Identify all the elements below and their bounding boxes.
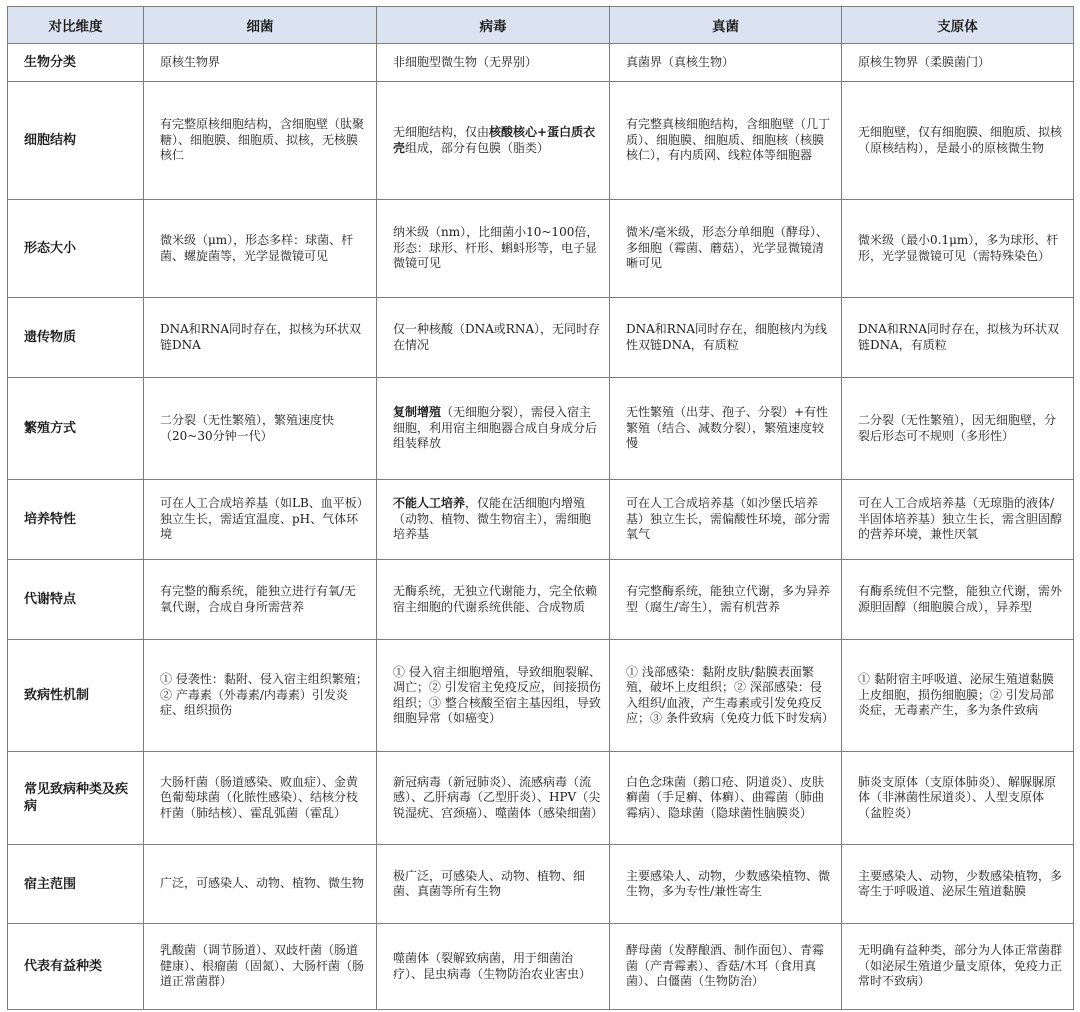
- cell-mycoplasma: [842, 82, 1074, 200]
- cell-text: ① 黏附宿主呼吸道、泌尿生殖道黏膜上皮细胞，损伤细胞膜；② 引发局部炎症，无毒素产生，多为条件致病: [858, 672, 1054, 718]
- table-row: [8, 640, 1074, 752]
- table-row: [8, 924, 1074, 1010]
- cell-mycoplasma: [842, 480, 1074, 560]
- cell-text: 原核生物界: [160, 54, 221, 69]
- cell-text: 非细胞型微生物（无界别）: [393, 54, 538, 69]
- cell-bacteria: [144, 44, 377, 82]
- cell-text: 广泛，可感染人、动物、植物、微生物: [160, 876, 365, 891]
- cell-virus: [377, 378, 610, 480]
- cell-text: 无酶系统，无独立代谢能力，完全依赖宿主细胞的代谢系统供能、合成物质: [393, 584, 598, 614]
- cell-fungi: [610, 845, 842, 924]
- cell-text: 二分裂（无性繁殖），因无细胞壁，分裂后形态可不规则（多形性）: [858, 413, 1057, 443]
- row-dimension-label: 繁殖方式: [8, 378, 144, 480]
- cell-text: 二分裂（无性繁殖），繁殖速度快（20~30分钟一代）: [160, 413, 335, 443]
- cell-text: ① 侵袭性：黏附、侵入宿主组织繁殖；② 产毒素（外毒素/内毒素）引发炎症、组织损伤: [160, 672, 368, 718]
- table-row: [8, 752, 1074, 845]
- cell-virus: [377, 924, 610, 1010]
- cell-bacteria: [144, 752, 377, 845]
- row-dimension-label: 形态大小: [8, 200, 144, 298]
- cell-virus: [377, 640, 610, 752]
- cell-bacteria: [144, 298, 377, 378]
- cell-text: 纳米级（nm），比细菌小10~100倍，形态：球形、杆形、蝌蚪形等，电子显微镜可见: [393, 225, 599, 271]
- table-row: [8, 200, 1074, 298]
- cell-text: 主要感染人、动物，少数感染植物，多寄生于呼吸道、泌尿生殖道黏膜: [858, 868, 1063, 898]
- cell-fungi: [610, 378, 842, 480]
- cell-fungi: [610, 924, 842, 1010]
- cell-text: 无明确有益种类，部分为人体正常菌群（如泌尿生殖道少量支原体，免疫力正常时不致病）: [858, 943, 1063, 989]
- table-body: [8, 44, 1074, 1010]
- microbe-comparison-table: [7, 6, 1074, 1010]
- header-fungi: 真菌: [610, 7, 842, 44]
- cell-virus: [377, 560, 610, 640]
- cell-text: 有完整酶系统，能独立代谢，多为异养型（腐生/寄生），需有机营养: [626, 584, 831, 614]
- cell-fungi: [610, 480, 842, 560]
- cell-mycoplasma: [842, 845, 1074, 924]
- cell-text: 乳酸菌（调节肠道）、双歧杆菌（肠道健康）、根瘤菌（固氮）、大肠杆菌（肠道正常菌群）: [160, 943, 365, 989]
- cell-text: 噬菌体（裂解致病菌，用于细菌治疗）、昆虫病毒（生物防治农业害虫）: [393, 951, 592, 981]
- cell-text: （无细胞分裂），需侵入宿主细胞，利用宿主细胞器合成自身成分后组装释放: [393, 405, 598, 451]
- cell-text: 组成，部分有包膜（脂类）: [405, 140, 550, 155]
- cell-fungi: [610, 44, 842, 82]
- cell-fungi: [610, 200, 842, 298]
- cell-text: 大肠杆菌（肠道感染、败血症）、金黄色葡萄球菌（化脓性感染）、结核分枝杆菌（肺结核）、霍乱弧菌（霍乱）: [160, 774, 359, 820]
- cell-text: 白色念珠菌（鹅口疮、阴道炎）、皮肤癣菌（手足癣、体癣）、曲霉菌（肺曲霉病）、隐球菌（隐球菌性脑膜炎）: [626, 774, 825, 820]
- cell-virus: [377, 845, 610, 924]
- comparison-table-wrapper: [7, 6, 1073, 1010]
- cell-fungi: [610, 640, 842, 752]
- cell-mycoplasma: [842, 924, 1074, 1010]
- cell-text: 可在人工合成培养基（无琼脂的液体/半固体培养基）独立生长，需含胆固醇的营养环境，兼性厌氧: [858, 496, 1063, 542]
- emphasized-text: 不能人工培养: [393, 496, 466, 511]
- cell-fungi: [610, 82, 842, 200]
- cell-text: 有完整的酶系统，能独立进行有氧/无氧代谢，合成自身所需营养: [160, 584, 357, 614]
- cell-mycoplasma: [842, 752, 1074, 845]
- cell-mycoplasma: [842, 560, 1074, 640]
- cell-text: 可在人工合成培养基（如沙堡氏培养基）独立生长，需偏酸性环境，部分需氧气: [626, 496, 831, 542]
- cell-text: DNA和RNA同时存在，细胞核内为线性双链DNA，有质粒: [626, 322, 827, 352]
- cell-text: 有酶系统但不完整，能独立代谢，需外源胆固醇（细胞膜合成），异养型: [858, 584, 1063, 614]
- cell-text: 无细胞结构，仅由: [393, 125, 490, 139]
- emphasized-text: 复制增殖: [393, 405, 442, 420]
- row-dimension-label: 遗传物质: [8, 298, 144, 378]
- cell-text: 原核生物界（柔膜菌门）: [858, 54, 991, 69]
- cell-text: ，仅能在活细胞内增殖（动物、植物、微生物宿主），需细胞培养基: [393, 496, 592, 542]
- cell-text: 微米级（最小0.1μm），多为球形、杆形，光学显微镜可见（需特殊染色）: [858, 233, 1059, 263]
- cell-text: 有完整原核细胞结构，含细胞壁（肽聚糖）、细胞膜、细胞质、拟核，无核膜核仁: [160, 117, 365, 163]
- table-row: [8, 480, 1074, 560]
- header-bacteria: 细菌: [144, 7, 377, 44]
- cell-bacteria: [144, 640, 377, 752]
- table-row: [8, 44, 1074, 82]
- cell-bacteria: [144, 924, 377, 1010]
- row-dimension-label: 生物分类: [8, 44, 144, 82]
- cell-virus: [377, 752, 610, 845]
- cell-mycoplasma: [842, 378, 1074, 480]
- cell-virus: [377, 298, 610, 378]
- table-row: [8, 378, 1074, 480]
- cell-bacteria: [144, 378, 377, 480]
- cell-mycoplasma: [842, 44, 1074, 82]
- header-mycoplasma: 支原体: [842, 7, 1074, 44]
- emphasized-text: 核酸核心+蛋白质衣壳: [393, 125, 596, 155]
- cell-text: 微米/毫米级，形态分单细胞（酵母）、多细胞（霉菌、蘑菇），光学显微镜清晰可见: [626, 225, 829, 271]
- cell-bacteria: [144, 560, 377, 640]
- cell-text: 有完整真核细胞结构，含细胞壁（几丁质）、细胞膜、细胞质、细胞核（核膜核仁），有内质网、线粒体等细胞器: [626, 117, 831, 163]
- cell-fungi: [610, 298, 842, 378]
- cell-text: 无性繁殖（出芽、孢子、分裂）+有性繁殖（结合、减数分裂），繁殖速度较慢: [626, 405, 829, 451]
- table-row: [8, 298, 1074, 378]
- row-dimension-label: 培养特性: [8, 480, 144, 560]
- cell-text: 新冠病毒（新冠肺炎）、流感病毒（流感）、乙肝病毒（乙型肝炎）、HPV（尖锐湿疣、宫颈癌）、噬菌体（感染细菌）: [393, 774, 604, 820]
- row-dimension-label: 代谢特点: [8, 560, 144, 640]
- cell-text: 主要感染人、动物，少数感染植物、微生物，多为专性/兼性寄生: [626, 868, 831, 898]
- header-virus: 病毒: [377, 7, 610, 44]
- cell-fungi: [610, 560, 842, 640]
- row-dimension-label: 致病性机制: [8, 640, 144, 752]
- cell-text: 可在人工合成培养基（如LB、血平板）独立生长，需适宜温度、pH、气体环境: [160, 496, 363, 542]
- cell-text: ① 侵入宿主细胞增殖，导致细胞裂解、凋亡；② 引发宿主免疫反应，间接损伤组织；③ 整合核酸至宿主基因组，导致细胞异常（如癌变）: [393, 664, 601, 725]
- cell-text: 极广泛，可感染人、动物、植物、细菌、真菌等所有生物: [393, 868, 586, 898]
- cell-text: 仅一种核酸（DNA或RNA），无同时存在情况: [393, 322, 600, 352]
- cell-fungi: [610, 752, 842, 845]
- row-dimension-label: 常见致病种类及疾病: [8, 752, 144, 845]
- cell-mycoplasma: [842, 298, 1074, 378]
- row-dimension-label: 细胞结构: [8, 82, 144, 200]
- cell-text: 酵母菌（发酵酿酒、制作面包）、青霉菌（产青霉素）、香菇/木耳（食用真菌）、白僵菌（生物防治）: [626, 943, 825, 989]
- cell-text: 肺炎支原体（支原体肺炎）、解脲脲原体（非淋菌性尿道炎）、人型支原体（盆腔炎）: [858, 774, 1057, 820]
- cell-text: 无细胞壁，仅有细胞膜、细胞质、拟核（原核结构），是最小的原核微生物: [858, 125, 1063, 155]
- row-dimension-label: 宿主范围: [8, 845, 144, 924]
- cell-text: 微米级（μm），形态多样：球菌、杆菌、螺旋菌等，光学显微镜可见: [160, 233, 354, 263]
- header-row: [8, 7, 1074, 44]
- cell-bacteria: [144, 480, 377, 560]
- table-row: [8, 845, 1074, 924]
- cell-bacteria: [144, 82, 377, 200]
- cell-virus: [377, 480, 610, 560]
- cell-mycoplasma: [842, 640, 1074, 752]
- header-dimension: 对比维度: [8, 7, 144, 44]
- cell-bacteria: [144, 845, 377, 924]
- cell-virus: [377, 44, 610, 82]
- cell-text: DNA和RNA同时存在，拟核为环状双链DNA，有质粒: [858, 322, 1059, 352]
- cell-bacteria: [144, 200, 377, 298]
- row-dimension-label: 代表有益种类: [8, 924, 144, 1010]
- cell-text: DNA和RNA同时存在，拟核为环状双链DNA: [160, 322, 361, 352]
- cell-text: ① 浅部感染：黏附皮肤/黏膜表面繁殖，破坏上皮组织；② 深部感染：侵入组织/血液，产生毒素或引发免疫反应；③ 条件致病（免疫力低下时发病）: [626, 664, 834, 725]
- cell-virus: [377, 82, 610, 200]
- table-row: [8, 82, 1074, 200]
- table-row: [8, 560, 1074, 640]
- cell-mycoplasma: [842, 200, 1074, 298]
- cell-text: 真菌界（真核生物）: [626, 54, 735, 69]
- cell-virus: [377, 200, 610, 298]
